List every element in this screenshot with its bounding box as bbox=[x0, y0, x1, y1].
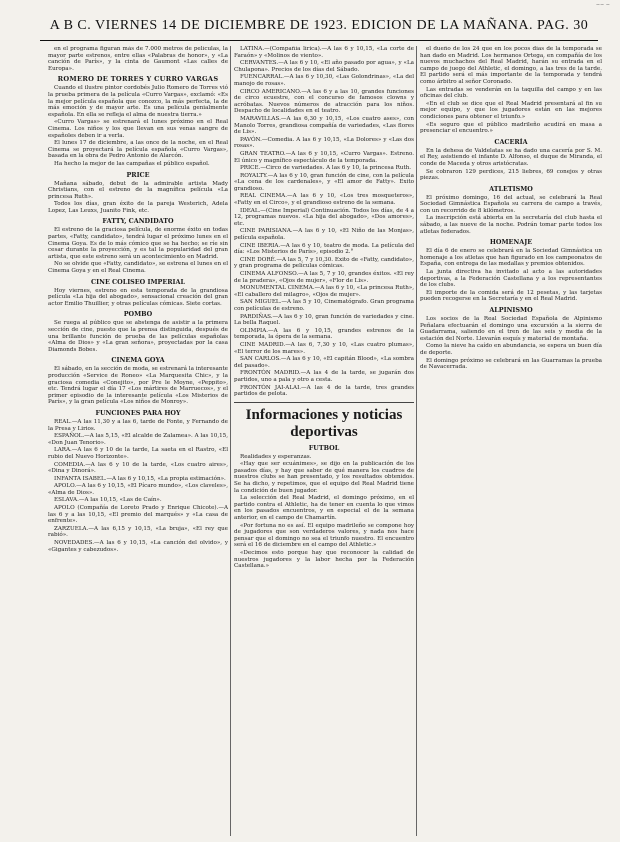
column-3 bbox=[420, 46, 602, 836]
listing-entry: FUENCARRAL.—A las 6 y 10,30, «Las Golondrinas», «La del manojo de rosas». bbox=[234, 74, 414, 87]
paragraph: Los socios de la Real Sociedad Española de Alpinismo Peñalara efectuarán el domingo una excursión a la sierra de Guadarrama, saliendo en el tren de las seis y media de la estación del Norte. Llevarán esquís y material de montaña. bbox=[420, 316, 602, 342]
paragraph: El día 6 de enero se celebrará en la Sociedad Gimnástica un homenaje a los atletas que han figurado en los campeonatos de España, con entrega de las medallas y premios obtenidos. bbox=[420, 248, 602, 268]
listing-entry: CINEMA ALFONSO.—A las 5, 7 y 10, grandes éxitos. «El rey de la pradera», «Ojos de mujer», «Flor de Lis». bbox=[234, 271, 414, 284]
section-heading: FATTY, CANDIDATO bbox=[102, 217, 174, 226]
listing-entry: COMEDIA.—A las 6 y 10 de la tarde, «Los cuatro aires», «Dina y Dinorá». bbox=[48, 461, 228, 475]
sports-section-title: Informaciones y noticias deportivas bbox=[245, 406, 403, 440]
section-heading: CINEMA GOYA bbox=[111, 356, 165, 365]
listing-entry: LARA.—A las 6 y 10 de la tarde, La saeta en el Rastro, «El rubio del Nuevo Horizonte». bbox=[48, 447, 228, 460]
listing-entry: MARAVILLAS.—A las 6,30 y 10,15, «Los cuatro ases», con Manolo Torres, grandiosa compañía de variedades, «Las flores de Lis». bbox=[234, 115, 414, 136]
listing-entry: REAL CINEMA.—A las 6 y 10, «Los tres mosqueteros», «Fatty en el Circo», y el grandioso estreno de la semana. bbox=[234, 193, 414, 207]
section-heading: HOMENAJE bbox=[489, 238, 533, 247]
listing-entry: ROYALTY.—A las 6 y 10, gran función de cine, con la película «La cena de los cardenales», y «El amor de Fatty». Exito grandioso. bbox=[234, 172, 414, 192]
listing-entry: OLIMPIA.—A las 6 y 10,15, grandes estrenos de la temporada, la ópera de la semana. bbox=[234, 327, 414, 341]
paragraph: Hoy viernes, estreno en esta temporada de la grandiosa película «La hija del abogado», sensacional creación del gran actor Emilio Thuillier, y otras películas cómicas. Siete cortas. bbox=[48, 287, 228, 307]
paragraph: «En el club se dice que el Real Madrid presentará al fin su mejor equipo, y que los jugadores están en las mejores condiciones para obtener el triunfo.» bbox=[420, 100, 602, 120]
paragraph: Todos los días, gran éxito de la pareja Westerich, Adela Lopez, Las Leuxs, Juanito Fink, etc. bbox=[48, 201, 228, 214]
listing-entry: MONUMENTAL CINEMA.—A las 6 y 10, «La princesa Ruth», «El caballero del milagro», «Ojos de mujer». bbox=[234, 285, 414, 298]
paragraph: No se olvide que «Fatty, candidato», se estrena el lunes en el Cinema Goya y en el Real Cinema. bbox=[48, 261, 228, 275]
section-heading: POMBO bbox=[123, 310, 153, 319]
paragraph: El próximo domingo, 16 del actual, se celebrará la Real Sociedad Gimnástica Española su carrera de campo a través, con un recorrido de 8 kilómetros. bbox=[420, 194, 602, 214]
paragraph: La junta directiva ha invitado al acto a las autoridades deportivas, a la Federación Castellana y a los representantes de los clubs. bbox=[420, 269, 602, 289]
paragraph: «Es seguro que el público madrileño acudirá en masa a presenciar el encuentro.» bbox=[420, 121, 602, 135]
paragraph: La inscripción está abierta en la secretaría del club hasta el sábado, a las nueve de la noche. Podrán tomar parte todos los atletas federados. bbox=[420, 215, 602, 235]
paragraph: Las entradas se venderán en la taquilla del campo y en las oficinas del club. bbox=[420, 86, 602, 100]
listing-entry: ZARZUELA.—A las 6,15 y 10,15, «La bruja», «El rey que rabió». bbox=[48, 525, 228, 539]
listing-entry: LATINA.—(Compañía lírica).—A las 6 y 10,15, «La corte de Faraón» y «Molinos de viento». bbox=[234, 46, 414, 59]
section-heading: ROMERO DE TORRES Y CURRO VARGAS bbox=[57, 75, 219, 84]
section-heading: CINE COLISEO IMPERIAL bbox=[91, 277, 185, 286]
paragraph: Se ruega al público que se abstenga de asistir a la primera sección de cine, puesto que la prensa distinguida, después de una brillante función de prueba de las películas españolas «Alma de Dios» y «La gran señora», proyectadas por la casa Diamonds Bobes. bbox=[48, 320, 228, 353]
paragraph: El estreno de la graciosa película, de enorme éxito en todas partes, «Fatty, candidato», tendrá lugar el próximo lunes en el Cinema Goya. Es de lo más cómico que se ha hecho; se ríe sin cesar durante la proyección, y es tal la popularidad del gran artista, que este estreno será un acontecimiento en Madrid. bbox=[48, 227, 228, 260]
paragraph: El sábado, en la sección de moda, se estrenará la interesante producción «Service de Roneo» «La Marquesita Chic», y la graciosa comedia «Conejito», por Pre le Moyne, «Peppito», etc. Tendrá lugar el día 17 «Los mártires de Marruecos», y el primer episodio de la interesante película «Los Misterios de París», y la gran película «Los niños de Monroy». bbox=[48, 366, 228, 406]
paragraph: «Decimos esto porque hay que reconocer la calidad de nuestros jugadores y la labor hecha por la Federación Castellana.» bbox=[234, 550, 414, 570]
listing-entry: CINE MADRID.—A las 6, 7,30 y 10, «Las cuatro plumas», «El terror de los mares». bbox=[234, 341, 414, 355]
listing-entry: CINE IBERIA.—A las 6 y 10, teatro de moda. La película del día: «Los Misterios de París», episodio 2.° bbox=[234, 242, 414, 256]
paragraph: El importe de la comida será de 12 pesetas, y las tarjetas pueden recogerse en la Secretaría y en el Real Madrid. bbox=[420, 289, 602, 303]
paragraph: «Hay que ser ecuánimes», se dijo en la publicación de los pasados días, y hay que saber de qué manera los cuadros de nuestros clubs se han presentado, y los resultados obtenidos. Se ha dicho, y repetimos, que el equipo del Real Madrid tiene la condición de buen jugador. bbox=[234, 461, 414, 494]
listing-entry: SAN MIGUEL.—A las 5 y 10, Cinematógrafo. Gran programa con películas de estreno. bbox=[234, 299, 414, 312]
paragraph: El domingo próximo se celebrará en las Guarramas la prueba de Navacerrada. bbox=[420, 357, 602, 371]
paragraph: Mañana sábado, debut de la admirable artista Mady Christians, con el estreno de la magnífica película «La princesa Ruth». bbox=[48, 180, 228, 200]
paragraph: el dueño de los 24 que en los pocos días de la temporada se han dado en Madrid. Los hermanos Ortega, en compañía de los nuevos muchachos del Real Madrid, harán su entrada en el campo de juego del Athletic, el domingo, a las tres de la tarde. El partido será el más importante de la temporada y tendrá como árbitro al señor Coronado. bbox=[420, 46, 602, 85]
listing-entry: NOVEDADES.—A las 6 y 10,15, «La canción del olvido», y «Gigantes y cabezudos». bbox=[48, 540, 228, 553]
paragraph: En la dehesa de Valdelatas se ha dado una cacería por S. M. el Rey, asistiendo el infante D. Alfonso, el duque de Miranda, el conde de Maceda y otros aristócratas. bbox=[420, 147, 602, 167]
paragraph: en el programa figuran más de 7.000 metros de películas, la mayor parte estrenos, entre ellas «Palabras de honor», y «La canción de París», y la cinta de Gaumont «Las calles de Europa». bbox=[48, 46, 228, 72]
listing-entry: APOLO (Compañía de Loreto Prado y Enrique Chicote).—A las 6 y a las 10,15, «El premio del marqués» y «La casa de enfrente». bbox=[48, 505, 228, 525]
section-heading: FUNCIONES PARA HOY bbox=[95, 408, 181, 417]
listing-entry: CINE DORÉ.—A las 5, 7 y 10,30. Exito de «Fatty, candidato», y gran programa de películas cómicas. bbox=[234, 256, 414, 270]
listing-entry: ESPAÑOL.—A las 5,15, «El alcalde de Zalamea». A las 10,15, «Don Juan Tenorio». bbox=[48, 433, 228, 446]
paragraph: Como la nieve ha caído en abundancia, se espera un buen día de deporte. bbox=[420, 343, 602, 356]
listing-entry: REAL.—A las 11,30 y a las 6, tarde de Fonte, y Fernando de la Presa y Lirios. bbox=[48, 418, 228, 432]
listing-entry: INFANTA ISABEL.—A las 6 y 10,15, «La propia estimación». bbox=[54, 475, 226, 482]
section-heading: ATLETISMO bbox=[489, 184, 533, 193]
listing-entry: PARDIÑAS.—A las 6 y 10, gran función de variedades y cine. La bella Raquel. bbox=[234, 313, 414, 327]
paragraph: «Curro Vargas» se estrenará el lunes próximo en el Real Cinema. Los niños y los que llevan en sus venas sangre de españoles deben ir a verla. bbox=[48, 119, 228, 139]
paragraph: Realidades y esperanzas. bbox=[240, 453, 312, 460]
listing-entry: FRONTÓN MADRID.—A las 4 de la tarde, se jugarán dos partidos, uno a pala y otro a cesta. bbox=[234, 370, 414, 383]
column-divider-1 bbox=[230, 46, 231, 836]
paragraph: «Por fortuna no es así. El equipo madrileño se compone hoy de jugadores que son verdaderos valores, y nada nos hace pensar que el domingo no sea el triunfo nuestro. El encuentro será el 16 de diciembre en el campo del Athletic.» bbox=[234, 522, 414, 549]
listing-entry: ESLAVA.—A las 10,15, «Las de Caín». bbox=[54, 497, 162, 504]
section-heading: FUTBOL bbox=[308, 443, 340, 452]
column-2 bbox=[234, 46, 414, 836]
paragraph: Cuando el ilustre pintor cordobés Julio Romero de Torres vió la prueba primera de la película «Curro Vargas», exclamó: «Es la mejor película española que conozco, la más perfecta, la de más emoción y de mayor arte. Es una película genialmente española. En ella se refleja el alma de nuestra tierra.» bbox=[48, 85, 228, 118]
section-heading: PRICE bbox=[126, 170, 150, 179]
section-heading: CACERÍA bbox=[494, 137, 528, 146]
column-divider-2 bbox=[416, 46, 417, 836]
corner-mark: ~~ ~ bbox=[595, 2, 610, 8]
page-masthead: A B C. VIERNES 14 DE DICIEMBRE DE 1923. EDICION DE LA MAÑANA. PAG. 30 bbox=[49, 18, 589, 33]
section-heading: ALPINISMO bbox=[489, 306, 533, 314]
paragraph: La selección del Real Madrid, el domingo próximo, en el partido contra el Athletic, ha de tener en cuenta lo que vimos en los pasados encuentros, y en especial el de la semana anterior, en el campo de Chamartín. bbox=[234, 495, 414, 522]
paragraph: Ha hecho la mejor de las campañas el público español. bbox=[54, 160, 210, 167]
column-1 bbox=[48, 46, 228, 836]
listing-entry: PRICE.—Circo de variedades. A las 6 y 10, la princesa Ruth. bbox=[240, 165, 412, 172]
paragraph: Se cobraron 129 perdices, 215 liebres, 69 conejos y otras piezas. bbox=[420, 168, 602, 182]
section-divider bbox=[234, 402, 414, 403]
listing-entry: IDEAL.—(Cine Imperial) Continuación. Todos los días, de 4 a 12, programas nuevos. «La hija del abogado», «Dos amores», etc. bbox=[234, 207, 414, 227]
listing-entry: APOLO.—A las 6 y 10,15, «El Pícaro mundo», «Los claveles», «Alma de Dios». bbox=[48, 483, 228, 496]
listing-entry: FRONTÓN JAI-ALAI.—A las 4 de la tarde, tres grandes partidos de pelota. bbox=[234, 384, 414, 398]
listing-entry: PAVÓN.—Comedia. A las 6 y 10,15, «La Dolores» y «Las dos rosas». bbox=[234, 136, 414, 150]
listing-entry: GRAN TEATRO.—A las 6 y 10,15, «Curro Vargas». Estreno. El único y magnífico espectáculo de la temporada. bbox=[234, 150, 414, 164]
masthead-rule bbox=[40, 40, 598, 41]
listing-entry: CERVANTES.—A las 6 y 10, «El año pasado por agua», y «La Chulapona». Precios de los días del Sábado. bbox=[234, 60, 414, 73]
paragraph: El lunes 17 de diciembre, a las once de la noche, en el Real Cinema se proyectará la película española «Curro Vargas», basada en la obra de Pedro Antonio de Alarcón. bbox=[48, 140, 228, 160]
listing-entry: CINE PARISIANA.—A las 6 y 10, «El Niño de las Monjas», película española. bbox=[234, 228, 414, 242]
listing-entry: CIRCO AMERICANO.—A las 6 y a las 10, grandes funciones de circo ecuestre, con el concurso de famosos clowns y acróbatas. Nuevos números de atracción para los niños. Despacho de localidades en el teatro. bbox=[234, 88, 414, 115]
listing-entry: SAN CARLOS.—A las 6 y 10, «El capitán Blood», «La sombra del pasado». bbox=[234, 356, 414, 369]
